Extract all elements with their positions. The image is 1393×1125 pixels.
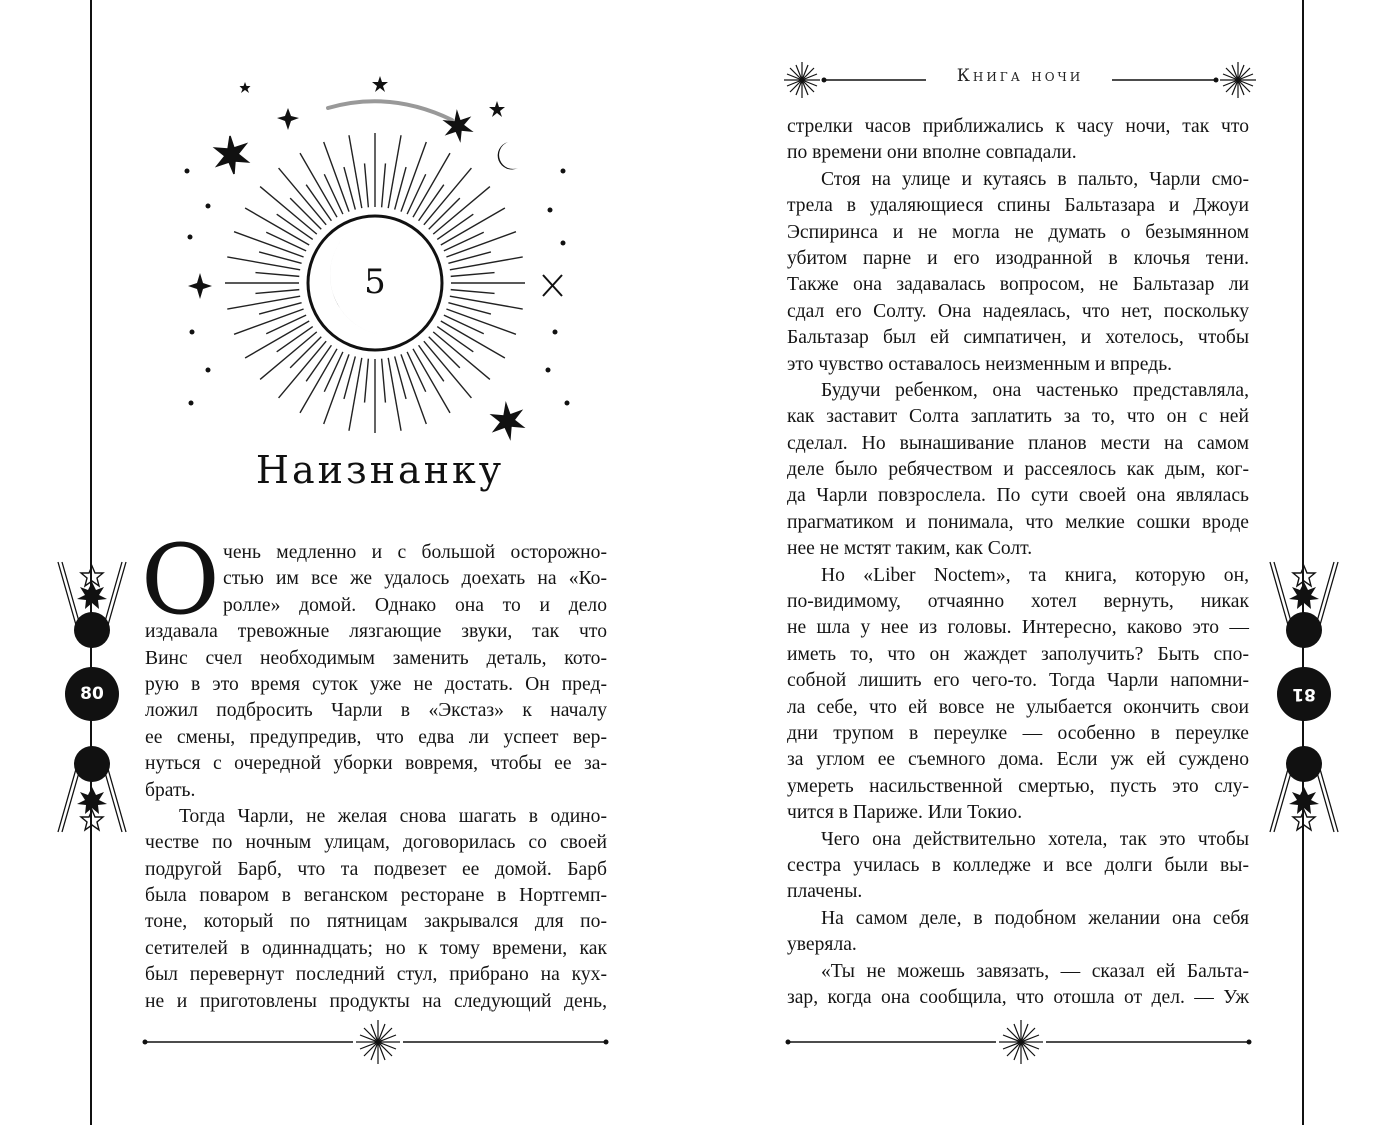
text-line: Бальтазар был ей симпатичен, и хотелось, чтобы xyxy=(787,327,1249,349)
text-line: Также она задавалась вопросом, не Бальтазар ли xyxy=(787,274,1249,296)
text-line: «Ты не можешь завязать, — сказал ей Бальта- xyxy=(821,960,1249,982)
sun-ray xyxy=(382,163,386,207)
text-line: нуться с очередной уборки вовремя, чтобы ее за- xyxy=(145,753,607,775)
sun-ray xyxy=(279,168,327,225)
right-page-number: 81 xyxy=(1277,667,1331,721)
text-line: Тогда Чарли, не желая снова шагать в одино- xyxy=(179,805,607,827)
sun-ray xyxy=(444,232,484,251)
text-line: не шла у нее из головы. Интересно, каково это — xyxy=(787,617,1249,639)
text-line: ее смены, предупредив, что едва ли успеет вер- xyxy=(145,726,607,748)
sun-ray xyxy=(407,352,426,392)
text-line: иметь то, что он жаждет заполучить? Быть спо- xyxy=(787,643,1249,665)
sun-ray xyxy=(433,332,490,380)
text-line: Винс счел необходимым заменить деталь, кото- xyxy=(145,647,607,669)
running-head: Книга ночи xyxy=(956,66,1084,86)
chapter-title: Наизнанку xyxy=(255,448,505,492)
sun-ray xyxy=(266,315,306,334)
text-line: зар, когда она сообщила, что отошла от дел. — Уж xyxy=(787,986,1249,1008)
text-line: На самом деле, в подобном желании она себя xyxy=(821,907,1249,929)
text-line: ла себе, что ей вовсе не улыбается окончить свои xyxy=(787,696,1249,718)
text-line: издавала тревожные лязгающие звуки, так что xyxy=(145,621,607,643)
starburst-icon xyxy=(784,62,820,98)
sun-ray xyxy=(433,187,490,235)
sun-ray xyxy=(424,341,472,398)
text-line: прагматиком и понимала, что мелкие сошки вроде xyxy=(787,511,1249,533)
text-line: честве по ночным улицам, договорилась со своей xyxy=(145,832,607,854)
sun-ray xyxy=(349,135,362,208)
text-line: Чего она действительно хотела, так это чтобы xyxy=(821,828,1249,850)
text-line: по времени они вполне совпадали. xyxy=(787,142,1077,164)
text-line: ложил подбросить Чарли в «Экстаз» к началу xyxy=(145,700,607,722)
sun-ray xyxy=(324,352,343,392)
sun-ray xyxy=(324,174,343,214)
left-bottom-rule xyxy=(143,1015,613,1075)
sun-ray xyxy=(450,296,523,309)
text-line: деле было ребячеством и рассеялось как дым, ког- xyxy=(787,459,1249,481)
text-line: Эспиринса и не могла не думать о безымянном xyxy=(787,221,1249,243)
text-line: это чувство оставалось неизменным и впредь. xyxy=(787,353,1173,375)
sun-ray xyxy=(266,232,306,251)
text-line: как заставит Солта заплатить за то, что он с ней xyxy=(787,406,1249,428)
chapter-number: 5 xyxy=(364,262,386,302)
text-line: умереть насильственной смертью, пусть это слу- xyxy=(787,775,1249,797)
text-line: подругой Барб, что та подвезет ее домой. Барб xyxy=(145,858,607,880)
sun-ray xyxy=(260,187,317,235)
text-line: сестра училась в колледже и все долги были вы- xyxy=(787,854,1249,876)
text-line: стью им все же удалось доехать на «Ко- xyxy=(223,568,607,590)
sun-ray xyxy=(279,341,327,398)
text-line: Будучи ребенком, она частенько представляла, xyxy=(821,379,1249,401)
text-line: собной лишить его чего-то. Тогда Чарли напомни- xyxy=(787,670,1249,692)
sun-ray xyxy=(365,163,369,207)
text-line: Но «Liber Noctem», та книга, которую он, xyxy=(821,564,1249,586)
text-line: сделал. Но вынашивание планов мести на самом xyxy=(787,432,1249,454)
sun-ray xyxy=(349,358,362,431)
comet-arc-icon xyxy=(328,101,452,120)
text-line: плачены. xyxy=(787,881,863,903)
sun-ray xyxy=(260,332,317,380)
sun-ray xyxy=(424,168,472,225)
starburst-icon xyxy=(1220,62,1256,98)
starburst-icon xyxy=(356,1020,400,1064)
sun-ray xyxy=(450,257,523,270)
left-page xyxy=(0,0,696,1125)
right-bottom-rule xyxy=(786,1015,1256,1075)
text-line: трела в удаляющиеся спины Бальтазара и Джоуи xyxy=(787,195,1249,217)
sun-ray xyxy=(255,273,299,277)
text-line: тоне, который по пятницам закрывался для по- xyxy=(145,911,607,933)
sun-ray xyxy=(255,290,299,294)
text-line: брать. xyxy=(145,779,196,801)
sun-ray xyxy=(365,359,369,403)
sun-ray xyxy=(227,257,300,270)
text-line: чится в Париже. Или Токио. xyxy=(787,802,1023,824)
sun-ray xyxy=(388,135,401,208)
left-body-text xyxy=(145,540,607,1015)
text-line: чень медленно и с большой осторожно- xyxy=(223,542,607,563)
text-line: Стоя на улице и кутаясь в пальто, Чарли смо- xyxy=(821,168,1249,190)
text-line: была поваром в веганском ресторане в Нортгемп- xyxy=(145,885,607,907)
left-page-number: 80 xyxy=(65,667,119,721)
sun-ray xyxy=(382,359,386,403)
text-line: был перевернут последний стул, прибрано на кух- xyxy=(145,964,607,986)
text-line: дни трупом в переулке — особенно в переулке xyxy=(787,722,1249,744)
starburst-icon xyxy=(999,1020,1043,1064)
text-line: стрелки часов приближались к часу ночи, так что xyxy=(787,116,1249,137)
text-line: да Чарли повзрослела. По сути своей она являлась xyxy=(787,485,1249,507)
sun-ray xyxy=(451,273,495,277)
text-line: сдал его Солту. Она надеялась, что нет, поскольку xyxy=(787,300,1249,322)
sun-ray xyxy=(388,358,401,431)
text-line: ролле» домой. Однако она то и дело xyxy=(223,594,607,616)
text-line: рую в это время суток уже не достать. Он пред- xyxy=(145,673,607,695)
text-line: по-видимому, отчаянно хотел вернуть, никак xyxy=(787,591,1249,613)
text-line: за углом ее съемного дома. Если уж ей суждено xyxy=(787,749,1249,771)
sun-ray xyxy=(227,296,300,309)
sun-ray xyxy=(444,315,484,334)
right-body-text xyxy=(787,114,1249,1011)
text-line: не и приготовлены продукты на следующий день, xyxy=(145,990,607,1012)
text-line: уверяла. xyxy=(787,934,857,956)
text-line: сетителей в одиннадцать; но к тому времени, как xyxy=(145,937,607,959)
sun-ray xyxy=(451,290,495,294)
text-line: нее не мстят таким, как Солт. xyxy=(787,538,1033,560)
sun-ray xyxy=(407,174,426,214)
text-line: убитом парне и его изодранной в клочья тени. xyxy=(787,247,1249,269)
drop-cap: О xyxy=(141,524,220,636)
